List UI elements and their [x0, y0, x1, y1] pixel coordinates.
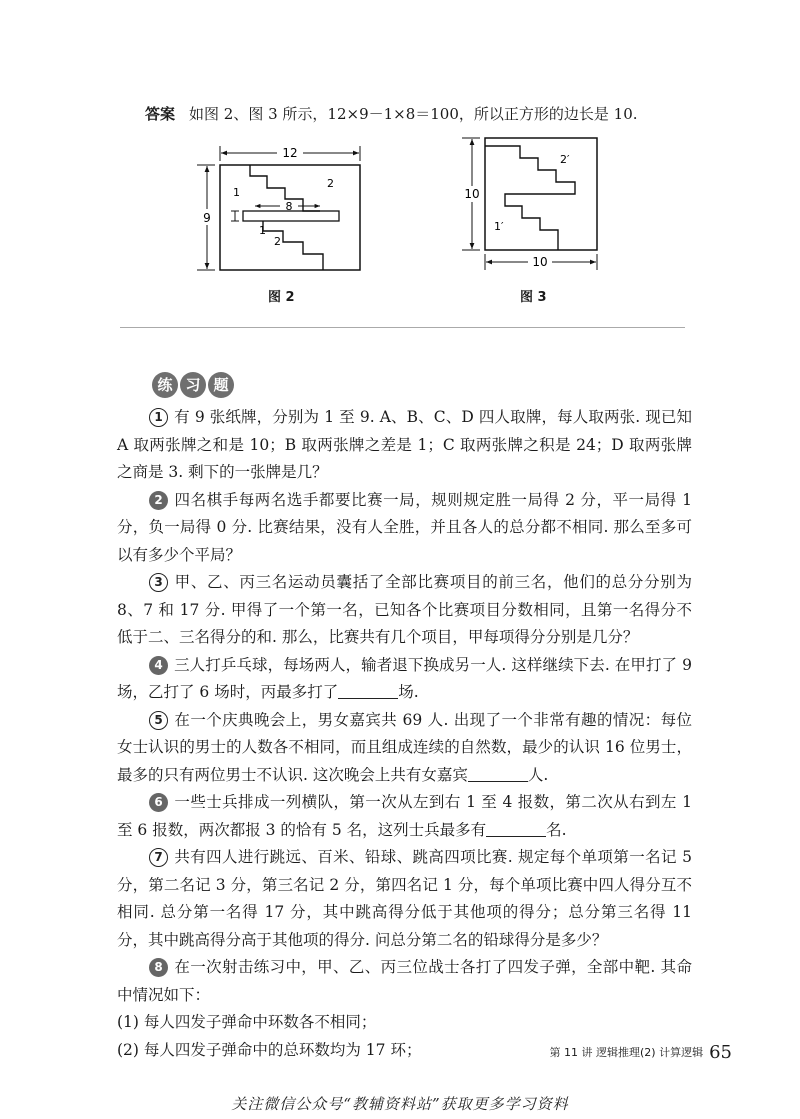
condition-2: (2) 每人四发子弹命中的总环数均为 17 环； — [117, 1040, 422, 1059]
figure-2-diagram — [195, 143, 365, 273]
problem-6 — [117, 789, 692, 844]
problem-text: 在一次射击练习中，甲、乙、丙三位战士各打了四发子弹，全部中靶. 其命中情况如下： — [117, 958, 692, 1004]
figure-2 — [195, 143, 365, 273]
condition-1: (1) 每人四发子弹命中环数各不相同； — [117, 1013, 377, 1031]
problem-4 — [117, 652, 692, 707]
problem-number: 8 — [149, 958, 168, 977]
problem-number: 4 — [149, 656, 168, 675]
problem-list — [117, 404, 692, 1064]
fig3-width-label: 10 — [532, 255, 548, 269]
problem-text: 四名棋手每两名选手都要比赛一局，规则规定胜一局得 2 分，平一局得 1 分，负一局得 0 分. 比赛结果，没有人全胜，并且各人的总分都不相同. 那么至多可以有多少个平局？ — [117, 490, 692, 564]
problem-text-tail: 场. — [398, 683, 419, 701]
problem-1 — [117, 404, 692, 487]
section-title — [152, 372, 234, 398]
fig2-width-label: 12 — [282, 146, 298, 160]
problem-text-tail: 名. — [546, 820, 567, 839]
problem-7 — [117, 844, 692, 954]
problem-number: 1 — [149, 408, 168, 427]
answer-label: 答案 — [145, 105, 176, 123]
chapter-label: 第 11 讲 逻辑推理(2) 计算逻辑 — [549, 1046, 704, 1059]
answer-line — [145, 101, 638, 127]
problem-5 — [117, 707, 692, 790]
problem-number: 3 — [149, 573, 168, 592]
answer-blank — [468, 767, 528, 782]
problem-text: 一些士兵排成一列横队，第一次从左到右 1 至 4 报数，第二次从右到左 1 至 6 报数，两次都报 3 的恰有 5 名，这列士兵最多有 — [117, 793, 692, 839]
fig2-piece-label: 2 — [274, 235, 281, 248]
problem-text: 在一个庆典晚会上，男女嘉宾共 69 人. 出现了一个非常有趣的情况：每位女士认识的男士的人数各不相同，而且组成连续的自然数，最少的认识 16 位男士，最多的只有两位男士不认识. 这次晚会上共有女嘉宾 — [117, 710, 692, 784]
fig2-inner-label: 8 — [285, 200, 293, 213]
answer-text: 如图 2、图 3 所示，12×9－1×8＝100，所以正方形的边长是 10. — [189, 105, 638, 123]
figure-2-caption: 图 2 — [268, 290, 295, 305]
fig3-piece-label: 2′ — [560, 153, 570, 166]
figure-3-diagram — [460, 128, 610, 273]
answer-blank — [486, 822, 546, 837]
problem-text-tail: 人. — [527, 765, 549, 784]
problem-number: 5 — [149, 711, 168, 730]
problem-number: 7 — [149, 848, 168, 867]
fig3-height-label: 10 — [464, 187, 480, 201]
watermark-text: 关注微信公众号“教辅资料站”获取更多学习资料 — [231, 1095, 569, 1113]
fig2-height-label: 9 — [203, 211, 211, 225]
section-title-char: 题 — [208, 372, 234, 398]
problem-3 — [117, 569, 692, 652]
figure-3 — [460, 128, 610, 273]
page-number: 65 — [709, 1042, 732, 1063]
problem-text: 三人打乒乓球，每场两人，输者退下换成另一人. 这样继续下去. 在甲打了 9 场，乙打了 6 场时，丙最多打了 — [117, 655, 692, 701]
fig3-piece-label: 1′ — [494, 220, 504, 233]
problem-number: 2 — [149, 491, 168, 510]
answer-blank — [338, 684, 398, 699]
fig2-piece-label: 2 — [327, 177, 334, 190]
problem-8 — [117, 954, 692, 1009]
problem-text: 有 9 张纸牌，分别为 1 至 9. A、B、C、D 四人取牌，每人取两张. 现已知 A 取两张牌之和是 10；B 取两张牌之差是 1；C 取两张牌之积是 24；D 取两张牌之商是 3. 剩下的一张牌是几？ — [117, 408, 692, 481]
section-title-char: 习 — [180, 372, 206, 398]
fig2-piece-label: 1 — [233, 186, 240, 199]
section-title-char: 练 — [152, 372, 178, 398]
section-divider — [120, 327, 685, 328]
problem-text: 共有四人进行跳远、百米、铅球、跳高四项比赛. 规定每个单项第一名记 5 分，第二名记 3 分，第三名记 2 分，第四名记 1 分，每个单项比赛中四人得分互不相同. 总分第一名得 17 分，其中跳高得分低于其他项的得分；总分第三名得 11 分，其中跳高得分高于其他项的得分. 问总分第二名的铅球得分是多少？ — [117, 848, 692, 949]
problem-2 — [117, 487, 692, 570]
page-footer — [550, 1042, 732, 1063]
fig2-piece-label: 1 — [259, 224, 266, 237]
problem-number: 6 — [149, 793, 168, 812]
problem-text: 甲、乙、丙三名运动员囊括了全部比赛项目的前三名，他们的总分分别为 8、7 和 17 分. 甲得了一个第一名，已知各个比赛项目分数相同，且第一名得分不低于二、三名得分的和. 那么，比赛共有几个项目，甲每项得分分别是几分？ — [117, 573, 692, 646]
figure-3-caption: 图 3 — [520, 290, 547, 305]
